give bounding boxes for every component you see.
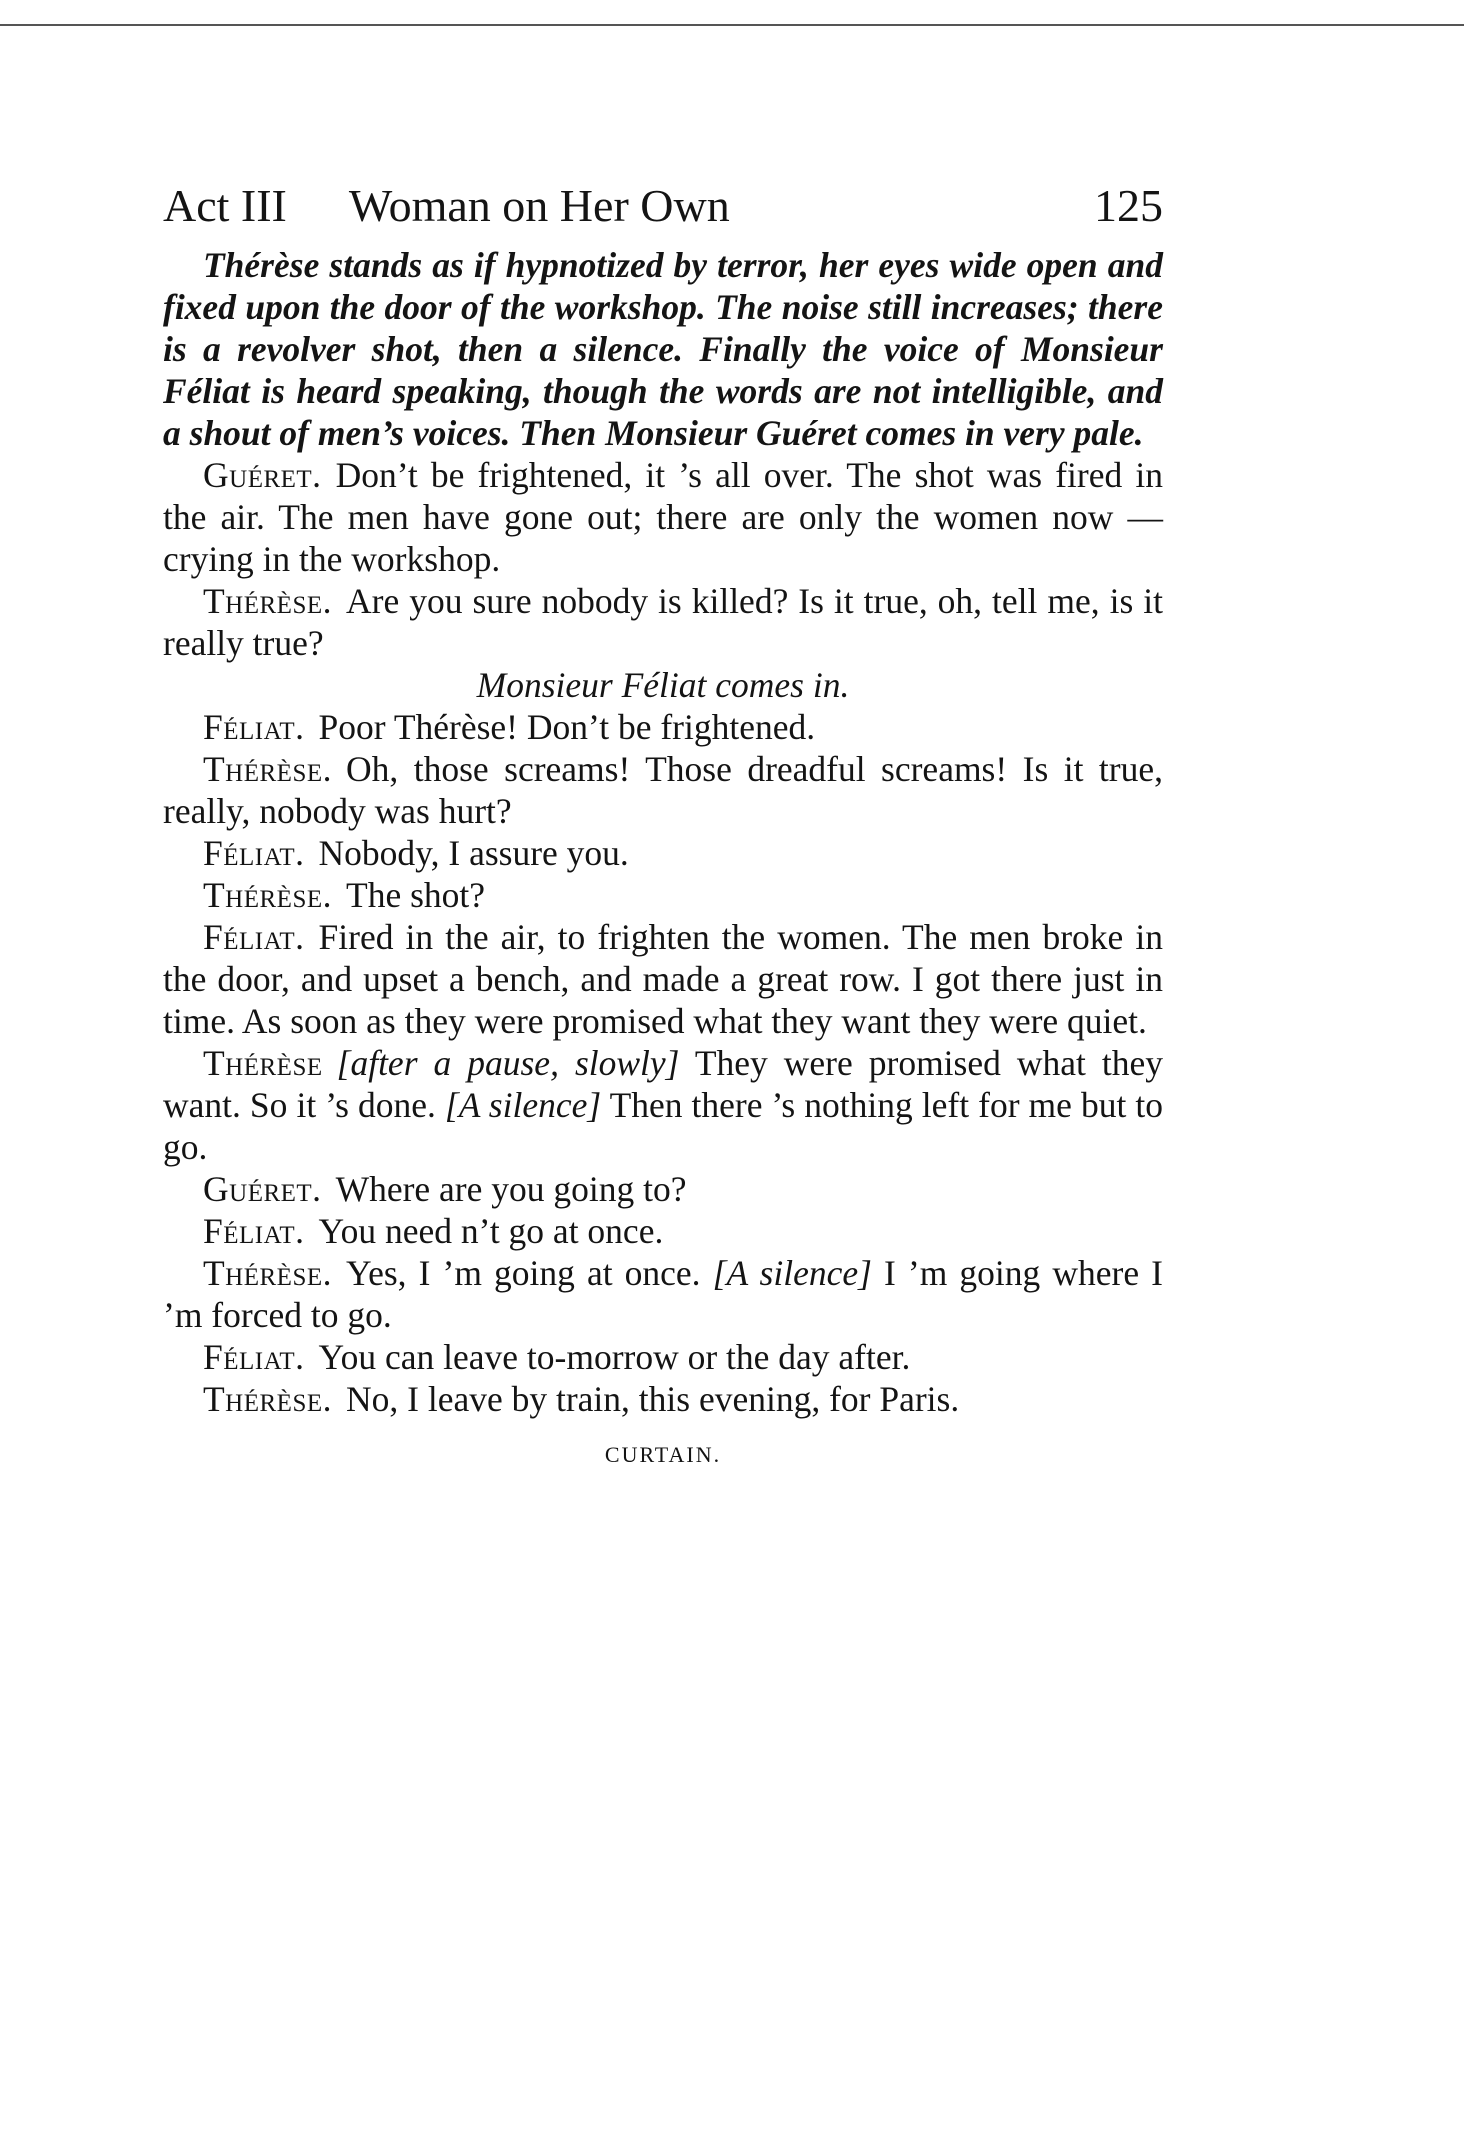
speaker-name: Féliat.	[203, 833, 305, 873]
inline-stage-direction: [after a pause, slowly]	[336, 1043, 680, 1083]
play-text	[163, 244, 1163, 1476]
dialogue-line	[163, 706, 1163, 748]
line-text: Are you sure nobody is killed? Is it true, oh, tell me, is it really true?	[163, 581, 1163, 663]
dialogue-line	[163, 580, 1163, 664]
speaker-name: Thérèse.	[203, 581, 333, 621]
inline-stage-direction: [A silence]	[444, 1085, 602, 1125]
dialogue-line	[163, 1042, 1163, 1168]
curtain-marker: CURTAIN.	[604, 1442, 722, 1467]
speaker-name: Thérèse.	[203, 875, 333, 915]
act-label: Act III	[163, 180, 287, 231]
line-text: Yes, I ’m going at once.	[346, 1253, 701, 1293]
line-text: Poor Thérèse! Don’t be frightened.	[318, 707, 816, 747]
top-rule	[0, 24, 1464, 26]
dialogue-line	[163, 874, 1163, 916]
page-number: 125	[1094, 180, 1163, 231]
dialogue-line	[163, 1210, 1163, 1252]
speaker-name: Guéret.	[203, 455, 322, 495]
book-page	[163, 176, 1163, 1476]
running-header	[163, 176, 1163, 236]
speaker-name: Féliat.	[203, 707, 305, 747]
line-text: Then there ’s nothing left for me but to go.	[163, 1085, 1163, 1167]
speaker-name: Guéret.	[203, 1169, 322, 1209]
speaker-name: Féliat.	[203, 1337, 305, 1377]
speaker-name: Féliat.	[203, 917, 305, 957]
dialogue-line	[163, 1252, 1163, 1336]
line-text: Fired in the air, to frighten the women. The men broke in the door, and upset a bench, and made a great row. I got there just in time. As soon as they were promised what they want they were quiet.	[163, 917, 1163, 1041]
stage-direction: Thérèse stands as if hypnotized by terror, her eyes wide open and fixed upon the door of the workshop. The noise still increases; there is a revolver shot, then a silence. Finally the voice of Monsieur Féliat is heard speaking, though the words are not intelligible, and a shout of men’s voices. Then Monsieur Guéret comes in very pale.	[163, 245, 1163, 453]
dialogue-line	[163, 454, 1163, 580]
line-text: Nobody, I assure you.	[318, 833, 629, 873]
line-text: You need n’t go at once.	[318, 1211, 664, 1251]
dialogue-line	[163, 916, 1163, 1042]
speaker-name: Thérèse.	[203, 1379, 333, 1419]
line-text: Where are you going to?	[335, 1169, 687, 1209]
stage-direction-centered: Monsieur Féliat comes in.	[476, 665, 850, 705]
line-text: I ’m going where I ’m forced to go.	[163, 1253, 1163, 1335]
line-text: You can leave to-morrow or the day after.	[318, 1337, 911, 1377]
speaker-name: Féliat.	[203, 1211, 305, 1251]
speaker-name: Thérèse.	[203, 1253, 333, 1293]
line-text: The shot?	[346, 875, 486, 915]
dialogue-line	[163, 748, 1163, 832]
line-text: Don’t be frightened, it ’s all over. The shot was fired in the air. The men have gone out; there are only the women now — crying in the workshop.	[163, 455, 1163, 579]
running-title: Woman on Her Own	[348, 180, 730, 231]
dialogue-line	[163, 832, 1163, 874]
line-text: Oh, those screams! Those dreadful screams! Is it true, really, nobody was hurt?	[163, 749, 1163, 831]
dialogue-line	[163, 1378, 1163, 1420]
line-text: No, I leave by train, this evening, for Paris.	[346, 1379, 960, 1419]
speaker-name: Thérèse	[203, 1043, 323, 1083]
speaker-name: Thérèse.	[203, 749, 333, 789]
inline-stage-direction: [A silence]	[712, 1253, 872, 1293]
line-text: They were promised what they want. So it ’s done.	[163, 1043, 1163, 1125]
dialogue-line	[163, 1168, 1163, 1210]
dialogue-line	[163, 1336, 1163, 1378]
